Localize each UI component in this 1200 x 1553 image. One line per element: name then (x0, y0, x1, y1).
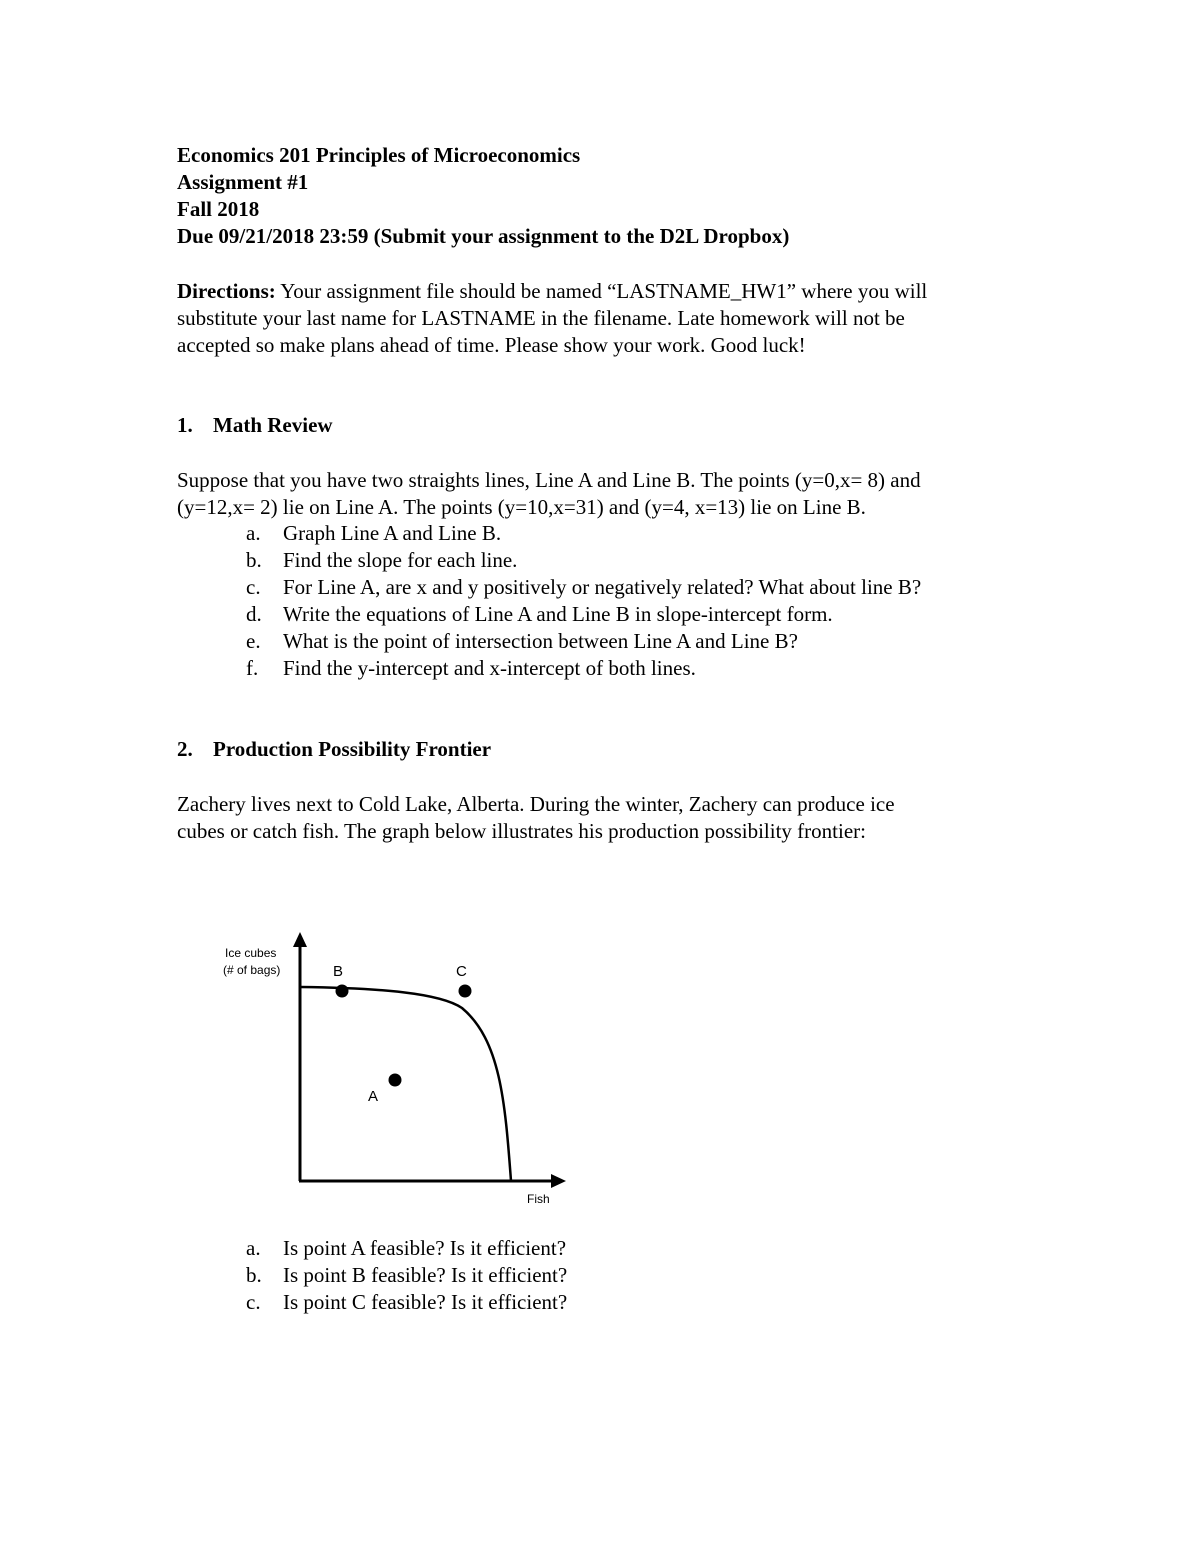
list-item-text: Is point A feasible? Is it efficient? (283, 1236, 567, 1260)
list-item-label: a. (246, 521, 261, 545)
list-item-text: Find the slope for each line. (283, 548, 518, 572)
section-1-intro-1: Suppose that you have two straights lines, Line A and Line B. The points (y=0,x= 8) and (177, 468, 921, 492)
ppf-curve (300, 987, 511, 1181)
term: Fall 2018 (177, 197, 260, 221)
list-item-label: d. (246, 602, 262, 626)
course-title: Economics 201 Principles of Microeconomics (177, 143, 581, 167)
section-2-intro-1: Zachery lives next to Cold Lake, Alberta. During the winter, Zachery can produce ice (177, 792, 895, 816)
list-item (246, 1236, 566, 1261)
list-item-text: Is point B feasible? Is it efficient? (283, 1263, 568, 1287)
assignment-title: Assignment #1 (177, 170, 309, 194)
point-b-marker (336, 985, 349, 998)
list-item-label: a. (246, 1236, 261, 1260)
x-axis-arrow-icon (551, 1174, 566, 1188)
y-axis-arrow-icon (293, 932, 307, 947)
list-item-label: f. (246, 656, 259, 680)
list-item-label: c. (246, 1290, 261, 1314)
list-item-label: b. (246, 1263, 262, 1287)
list-item-text: Find the y-intercept and x-intercept of both lines. (283, 656, 696, 680)
list-item-text: Graph Line A and Line B. (283, 521, 502, 545)
section-2-title: Production Possibility Frontier (213, 737, 492, 761)
directions-text-1: Your assignment file should be named “LASTNAME_HW1” where you will (275, 279, 928, 303)
directions-line-3: accepted so make plans ahead of time. Please show your work. Good luck! (177, 333, 806, 357)
section-2-intro-2: cubes or catch fish. The graph below illustrates his production possibility frontier: (177, 819, 866, 843)
list-item-label: c. (246, 575, 261, 599)
due-date: Due 09/21/2018 23:59 (Submit your assignment to the D2L Dropbox) (177, 224, 790, 248)
section-2-number: 2. (177, 737, 193, 761)
directions-line-2: substitute your last name for LASTNAME in the filename. Late homework will not be (177, 306, 905, 330)
section-1-number: 1. (177, 413, 193, 437)
y-axis-label-1: Ice cubes (225, 946, 277, 960)
point-b-label: B (333, 963, 344, 980)
list-item (246, 1290, 567, 1315)
list-item-text: Is point C feasible? Is it efficient? (283, 1290, 568, 1314)
directions-label: Directions: (177, 279, 276, 303)
section-1-title: Math Review (213, 413, 333, 437)
list-item-label: b. (246, 548, 262, 572)
y-axis-label-2: (# of bags) (223, 963, 281, 977)
list-item-text: Write the equations of Line A and Line B in slope-intercept form. (283, 602, 833, 626)
point-a-label: A (368, 1088, 379, 1105)
list-item-text: What is the point of intersection between Line A and Line B? (283, 629, 798, 653)
list-item-text: For Line A, are x and y positively or negatively related? What about line B? (283, 575, 922, 599)
list-item (246, 1263, 567, 1288)
point-a-marker (389, 1074, 402, 1087)
x-axis-label: Fish (527, 1192, 550, 1206)
point-c-label: C (456, 963, 467, 980)
list-item-label: e. (246, 629, 261, 653)
point-c-marker (459, 985, 472, 998)
section-1-intro-2: (y=12,x= 2) lie on Line A. The points (y=10,x=31) and (y=4, x=13) lie on Line B. (177, 495, 866, 519)
